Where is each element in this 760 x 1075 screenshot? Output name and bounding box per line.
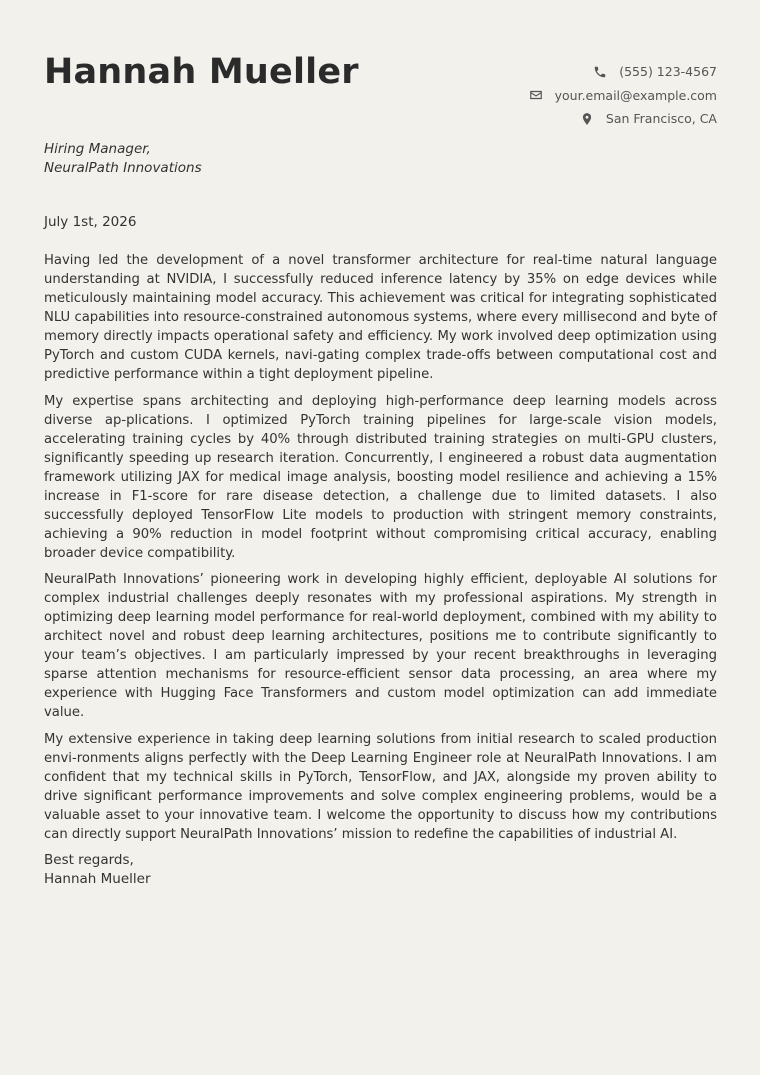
paragraph: Having led the development of a novel transformer architecture for real-time natural language understanding at NVIDIA, I successfully reduced inference latency by 35% on edge devices while meticulously maintaining model accuracy. This achievement was critical for integrating sophisticated NLU capabilities into resource-constrained autonomous systems, where every millisecond and byte of memory directly impacts operational safety and efficiency. My work involved deep optimization using PyTorch and custom CUDA kernels, navi-gating complex trade-offs between computational cost and predictive performance within a tight deployment pipeline. [44,253,717,382]
location-text: San Francisco, CA [605,111,717,127]
letter-closing [44,851,717,889]
letter-body [44,251,717,844]
contact-phone [529,60,717,84]
closing-salutation: Best regards, [44,852,134,868]
phone-number: (555) 123-4567 [619,64,717,80]
cover-letter [44,46,717,889]
map-pin-icon [580,112,594,126]
paragraph: NeuralPath Innovations’ pioneering work in developing highly efficient, deployable AI solutions for complex industrial challenges deeply resonates with my professional aspirations. My strength in optimizing deep learning model performance for real-world deployment, combined with my ability to architect novel and robust deep learning architectures, positions me to contribute significantly to your team’s objectives. I am particularly impressed by your recent breakthroughs in leveraging sparse attention mechanisms for resource-efficient sensor data processing, an area where my experience with Hugging Face Transformers and custom model optimization can add immediate value. [44,572,717,720]
recipient-block [44,140,717,178]
applicant-name: Hannah Mueller [44,52,359,92]
envelope-icon [529,88,543,102]
signature-name: Hannah Mueller [44,871,151,887]
recipient-company: NeuralPath Innovations [44,160,202,176]
contact-email [529,84,717,108]
letter-header [44,46,717,138]
contact-info [529,60,717,131]
email-address: your.email@example.com [554,87,717,103]
phone-icon [593,65,607,79]
contact-location [529,107,717,131]
recipient-title: Hiring Manager, [44,141,151,157]
paragraph: My expertise spans architecting and deploying high-performance deep learning models across diverse ap-plications. I optimized PyTorch training pipelines for large-scale vision models, accelerating training cycles by 40% through distributed training strategies on multi-GPU clusters, significantly speeding up research iteration. Concurrently, I engineered a robust data augmentation framework utilizing JAX for medical image analysis, boosting model resilience and achieving a 15% increase in F1-score for rare disease detection, a challenge due to limited datasets. I also successfully deployed TensorFlow Lite models to production with stringent memory constraints, achieving a 90% reduction in model footprint without compromising critical accuracy, enabling broader device compatibility. [44,393,717,561]
letter-date: July 1st, 2026 [44,214,137,230]
paragraph: My extensive experience in taking deep learning solutions from initial research to scaled production envi-ronments aligns perfectly with the Deep Learning Engineer role at NeuralPath Innovations. I am confident that my technical skills in PyTorch, TensorFlow, and JAX, alongside my proven ability to drive significant performance improvements and solve complex engineering problems, would be a valuable asset to your innovative team. I welcome the opportunity to discuss how my contributions can directly support NeuralPath Innovations’ mission to redefine the capabilities of industrial AI. [44,731,717,842]
